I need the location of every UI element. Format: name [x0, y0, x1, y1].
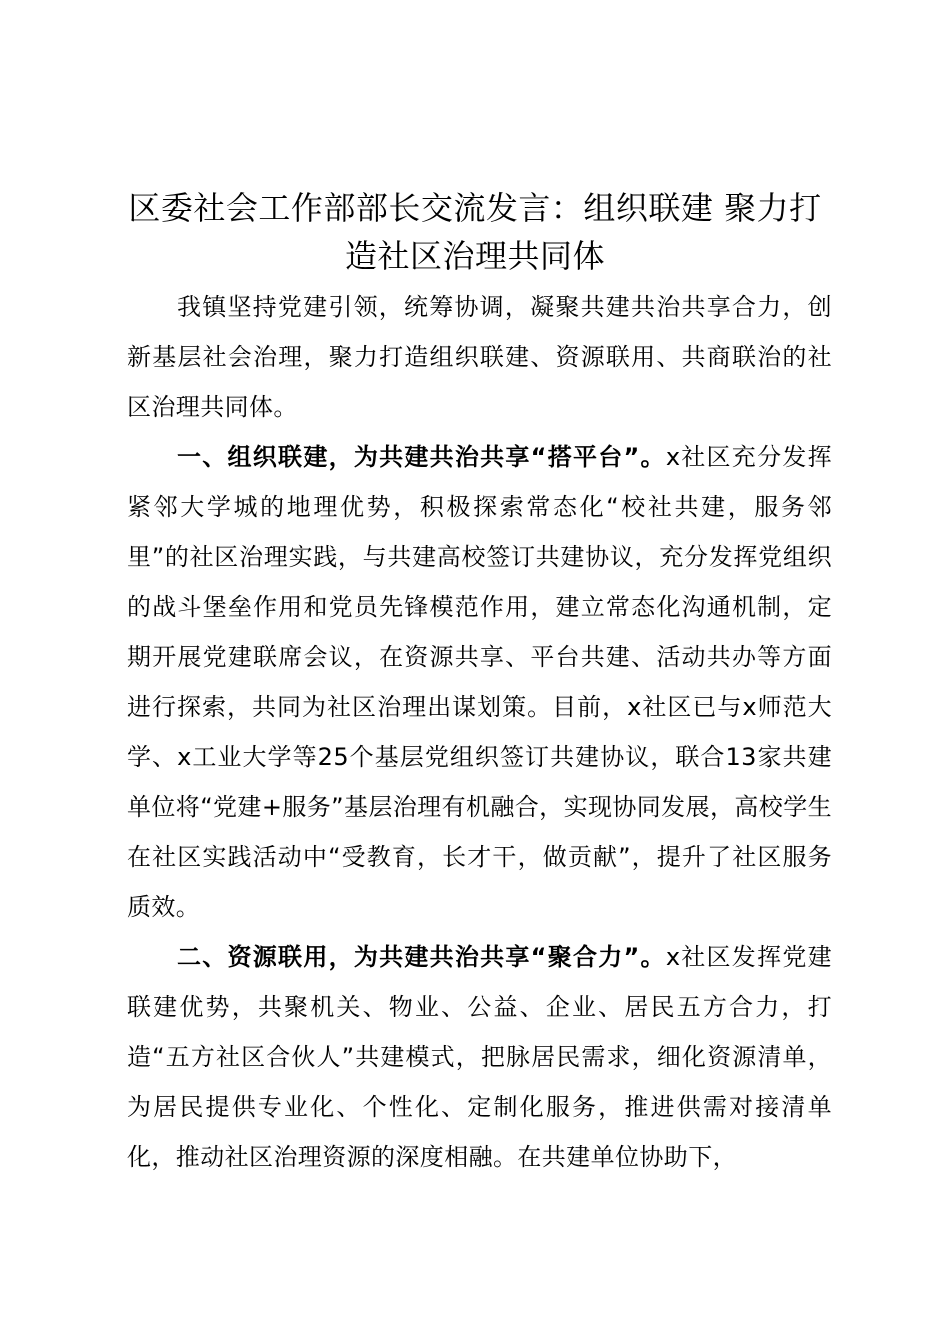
section-2-heading: 二、资源联用，为共建共治共享“聚合力”。: [177, 943, 666, 971]
document-title: 区委社会工作部部长交流发言：组织联建 聚力打造社区治理共同体: [128, 189, 822, 275]
section-1-paragraph: [127, 432, 832, 932]
section-2-paragraph: [127, 932, 832, 1182]
section-2-body: x社区发挥党建联建优势，共聚机关、物业、公益、企业、居民五方合力，打造“五方社区合伙人”共建模式，把脉居民需求，细化资源清单，为居民提供专业化、个性化、定制化服务，推进供需对接清单化，推动社区治理资源的深度相融。在共建单位协助下，: [127, 943, 832, 1171]
document-body: [127, 282, 832, 1182]
section-1-heading: 一、组织联建，为共建共治共享“搭平台”。: [177, 443, 666, 471]
section-1-body: x社区充分发挥紧邻大学城的地理优势，积极探索常态化“校社共建，服务邻里”的社区治理实践，与共建高校签订共建协议，充分发挥党组织的战斗堡垒作用和党员先锋模范作用，建立常态化沟通机制，定期开展党建联席会议，在资源共享、平台共建、活动共办等方面进行探索，共同为社区治理出谋划策。目前，x社区已与x师范大学、x工业大学等25个基层党组织签订共建协议，联合13家共建单位将“党建+服务”基层治理有机融合，实现协同发展，高校学生在社区实践活动中“受教育，长才干，做贡献”，提升了社区服务质效。: [127, 443, 832, 921]
intro-paragraph: 我镇坚持党建引领，统筹协调，凝聚共建共治共享合力，创新基层社会治理，聚力打造组织联建、资源联用、共商联治的社区治理共同体。: [127, 293, 832, 421]
